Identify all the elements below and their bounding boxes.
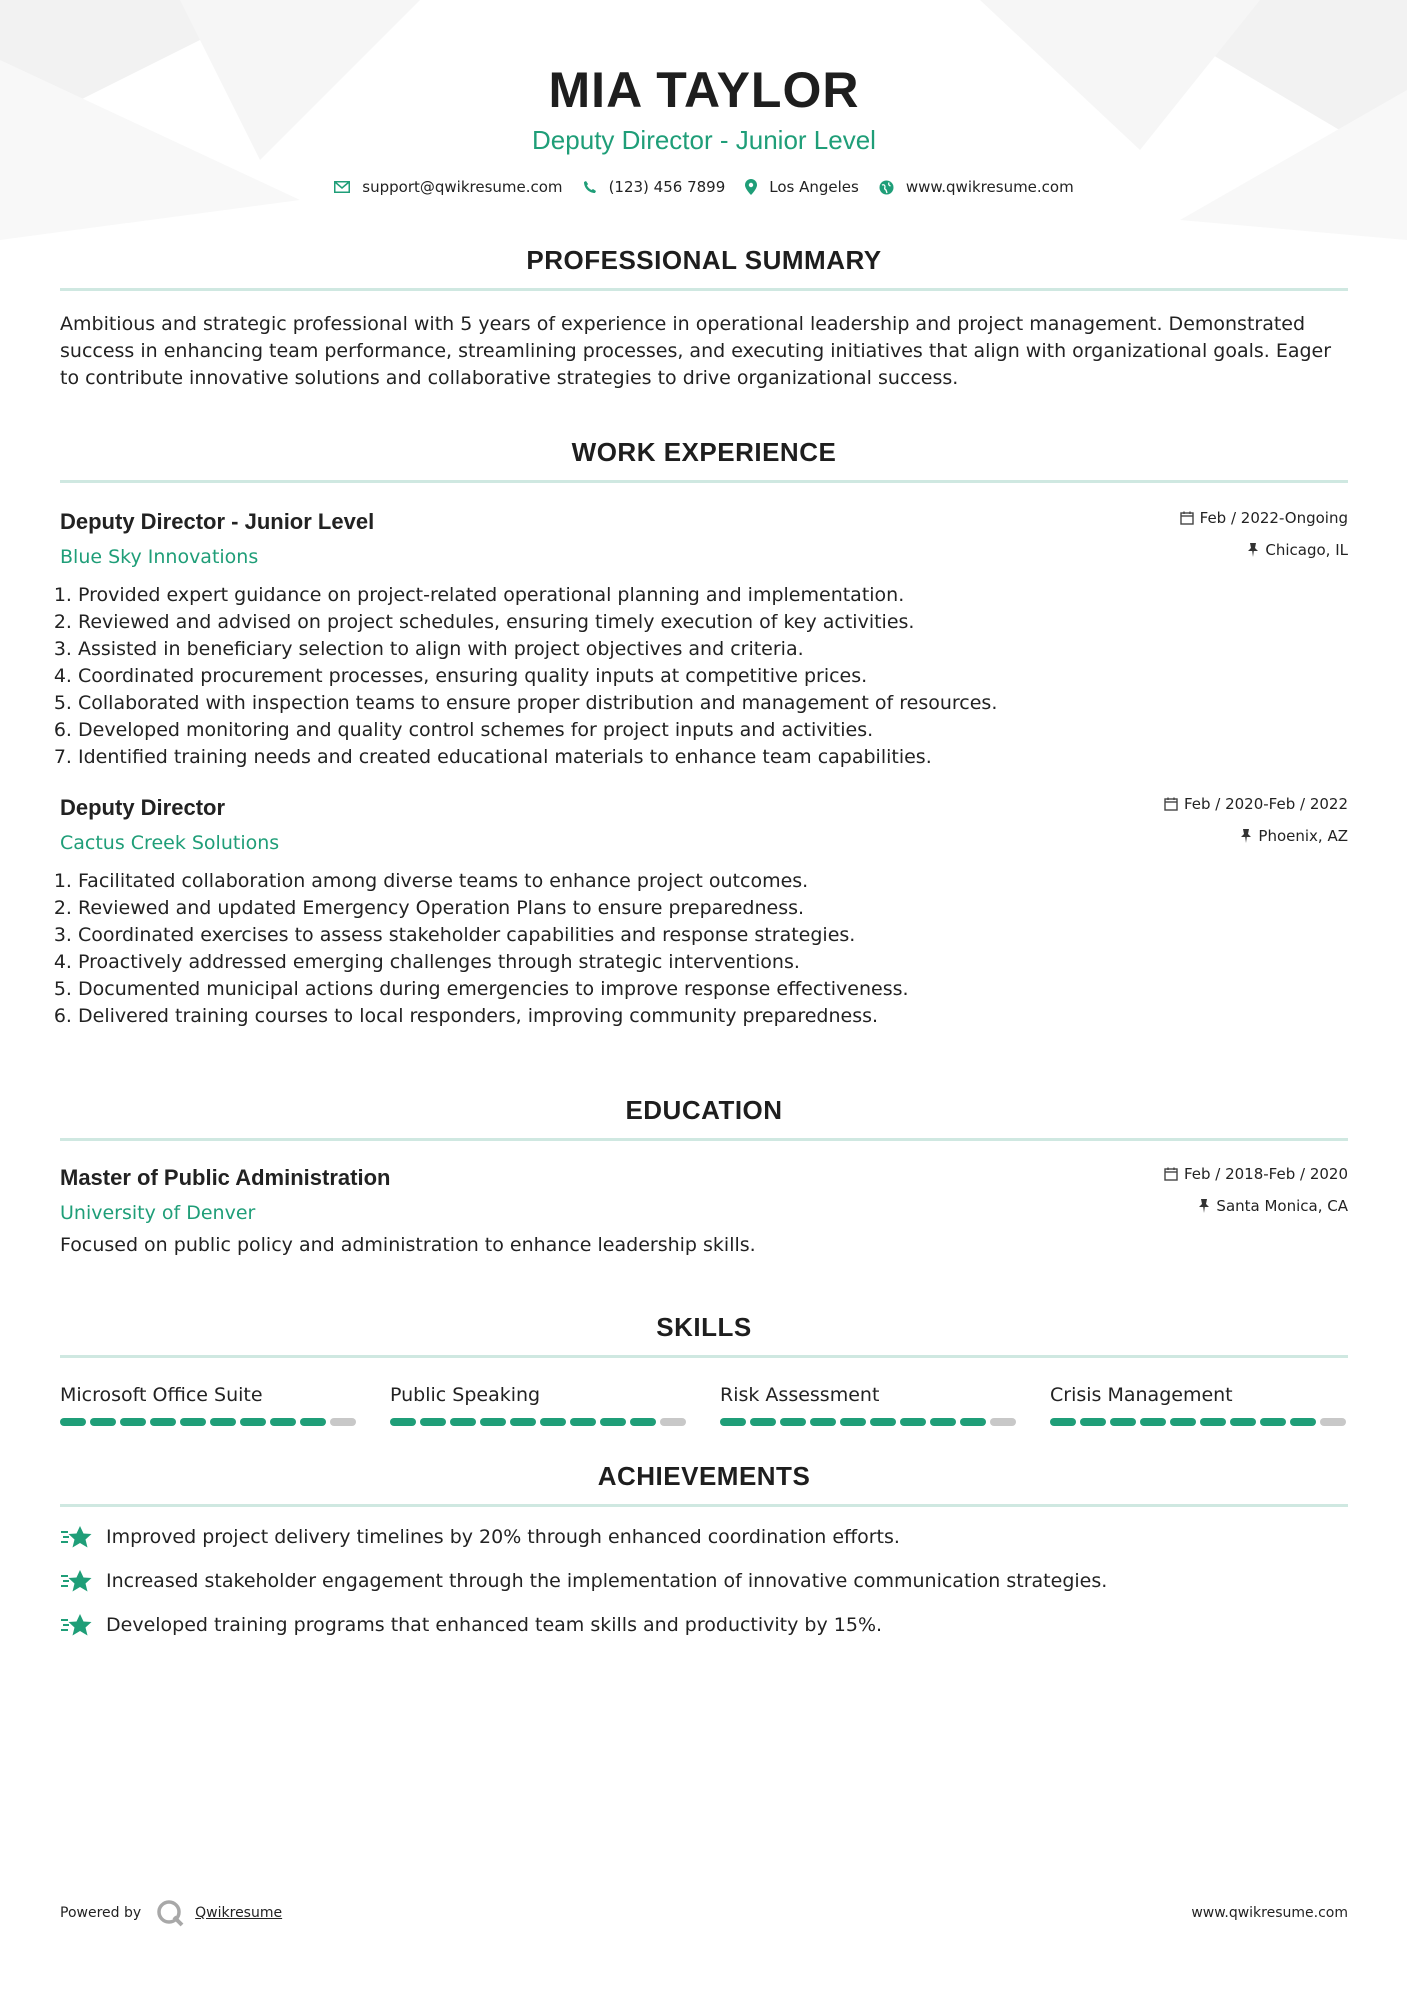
degree: Master of Public Administration	[60, 1165, 391, 1190]
candidate-title: Deputy Director - Junior Level	[532, 125, 876, 155]
achievement-item	[60, 1611, 1348, 1639]
contact-website[interactable]	[879, 178, 1074, 196]
rating-dot-filled	[1230, 1418, 1256, 1426]
skill-item	[60, 1382, 358, 1426]
skills-section	[60, 1311, 1348, 1426]
skill-name: Crisis Management	[1050, 1384, 1233, 1406]
email-text: support@qwikresume.com	[362, 178, 563, 196]
school: University of Denver	[60, 1202, 256, 1224]
job-bullets	[60, 868, 1348, 1030]
rating-dot-filled	[750, 1418, 776, 1426]
resume-page	[60, 0, 1348, 1639]
rating-dot-filled	[900, 1418, 926, 1426]
rating-dot-filled	[450, 1418, 476, 1426]
powered-by-label: Powered by	[60, 1905, 142, 1921]
skill-name: Risk Assessment	[720, 1384, 880, 1406]
rating-dot-filled	[540, 1418, 566, 1426]
rating-dot-empty	[660, 1418, 686, 1426]
rating-dot-filled	[1140, 1418, 1166, 1426]
list-item: 5. Collaborated with inspection teams to ensure proper distribution and management of resources.	[78, 690, 1348, 717]
globe-icon	[879, 180, 894, 195]
section-heading: ACHIEVEMENTS	[597, 1461, 811, 1491]
envelope-icon	[334, 181, 350, 193]
rating-dot-filled	[600, 1418, 626, 1426]
phone-text: (123) 456 7899	[608, 178, 726, 196]
job-dates: Feb / 2022-Ongoing	[1199, 509, 1348, 527]
candidate-name: MIA TAYLOR	[548, 62, 860, 118]
list-item: 7. Identified training needs and created educational materials to enhance team capabilities.	[78, 744, 1348, 771]
rating-dot-filled	[1080, 1418, 1106, 1426]
powered-by	[60, 1898, 282, 1928]
list-item: 4. Proactively addressed emerging challenges through strategic interventions.	[78, 949, 1348, 976]
rating-dot-filled	[300, 1418, 326, 1426]
experience-section	[60, 436, 1348, 1030]
section-divider	[60, 288, 1348, 291]
rating-dot-filled	[150, 1418, 176, 1426]
contact-phone[interactable]	[583, 178, 726, 196]
calendar-icon	[1164, 797, 1178, 811]
rating-dot-filled	[930, 1418, 956, 1426]
rating-dot-filled	[810, 1418, 836, 1426]
education-description: Focused on public policy and administration to enhance leadership skills.	[60, 1234, 756, 1256]
calendar-icon	[1180, 511, 1194, 525]
star-icon	[60, 1524, 94, 1550]
section-heading: EDUCATION	[625, 1095, 783, 1125]
education-section	[60, 1094, 1348, 1259]
rating-dot-filled	[90, 1418, 116, 1426]
list-item: 2. Reviewed and updated Emergency Operation Plans to ensure preparedness.	[78, 895, 1348, 922]
phone-icon	[583, 180, 597, 194]
pin-icon	[1240, 829, 1252, 843]
rating-dot-filled	[240, 1418, 266, 1426]
location-text: Los Angeles	[769, 178, 859, 196]
job-company: Blue Sky Innovations	[60, 546, 259, 568]
list-item: 5. Documented municipal actions during emergencies to improve response effectiveness.	[78, 976, 1348, 1003]
contact-email[interactable]	[334, 178, 562, 196]
skill-rating	[1050, 1418, 1348, 1426]
list-item: 3. Assisted in beneficiary selection to align with project objectives and criteria.	[78, 636, 1348, 663]
rating-dot-filled	[1050, 1418, 1076, 1426]
rating-dot-filled	[870, 1418, 896, 1426]
page-footer	[60, 1898, 1348, 1928]
rating-dot-empty	[330, 1418, 356, 1426]
footer-website[interactable]: www.qwikresume.com	[1191, 1905, 1348, 1921]
achievement-text: Improved project delivery timelines by 20% through enhanced coordination efforts.	[106, 1526, 900, 1548]
rating-dot-filled	[1200, 1418, 1226, 1426]
qwikresume-logo-icon	[155, 1898, 185, 1928]
pin-icon	[1247, 543, 1259, 557]
rating-dot-filled	[630, 1418, 656, 1426]
summary-text: Ambitious and strategic professional with 5 years of experience in operational leadership and project management. Demonstrated success in enhancing team performance, streamlining processes, and executing initiatives that align with organizational goals. Eager to contribute innovative solutions and collaborative strategies to drive organizational success.	[60, 313, 1332, 389]
resume-header	[60, 0, 1348, 196]
section-heading: WORK EXPERIENCE	[571, 437, 837, 467]
job-entry	[60, 507, 1348, 771]
website-text: www.qwikresume.com	[905, 178, 1074, 196]
skill-item	[720, 1382, 1018, 1426]
star-icon	[60, 1612, 94, 1638]
skill-name: Microsoft Office Suite	[60, 1384, 263, 1406]
education-dates: Feb / 2018-Feb / 2020	[1183, 1165, 1348, 1183]
rating-dot-filled	[960, 1418, 986, 1426]
job-role: Deputy Director	[60, 795, 226, 820]
rating-dot-filled	[840, 1418, 866, 1426]
skills-list	[60, 1382, 1348, 1426]
section-heading: SKILLS	[656, 1312, 752, 1342]
list-item: 4. Coordinated procurement processes, ensuring quality inputs at competitive prices.	[78, 663, 1348, 690]
section-divider	[60, 1355, 1348, 1358]
map-pin-icon	[745, 179, 757, 195]
skill-name: Public Speaking	[390, 1384, 541, 1406]
achievement-item	[60, 1523, 1348, 1551]
rating-dot-filled	[120, 1418, 146, 1426]
skill-item	[1050, 1382, 1348, 1426]
job-bullets	[60, 582, 1348, 771]
qwikresume-link[interactable]: Qwikresume	[195, 1905, 283, 1921]
rating-dot-filled	[210, 1418, 236, 1426]
job-location: Chicago, IL	[1265, 541, 1348, 559]
job-company: Cactus Creek Solutions	[60, 832, 280, 854]
list-item: 3. Coordinated exercises to assess stakeholder capabilities and response strategies.	[78, 922, 1348, 949]
job-dates: Feb / 2020-Feb / 2022	[1183, 795, 1348, 813]
list-item: 6. Developed monitoring and quality control schemes for project inputs and activities.	[78, 717, 1348, 744]
list-item: 1. Facilitated collaboration among diverse teams to enhance project outcomes.	[78, 868, 1348, 895]
section-heading: PROFESSIONAL SUMMARY	[526, 245, 882, 275]
rating-dot-filled	[510, 1418, 536, 1426]
rating-dot-filled	[570, 1418, 596, 1426]
skill-rating	[390, 1418, 688, 1426]
job-location: Phoenix, AZ	[1258, 827, 1348, 845]
rating-dot-empty	[1320, 1418, 1346, 1426]
section-divider	[60, 1138, 1348, 1141]
achievement-text: Increased stakeholder engagement through the implementation of innovative communication strategies.	[106, 1570, 1108, 1592]
skill-item	[390, 1382, 688, 1426]
rating-dot-filled	[270, 1418, 296, 1426]
skill-rating	[60, 1418, 358, 1426]
star-icon	[60, 1568, 94, 1594]
rating-dot-filled	[1290, 1418, 1316, 1426]
section-divider	[60, 1504, 1348, 1507]
achievement-text: Developed training programs that enhanced team skills and productivity by 15%.	[106, 1614, 883, 1636]
rating-dot-filled	[420, 1418, 446, 1426]
skill-rating	[720, 1418, 1018, 1426]
rating-dot-filled	[780, 1418, 806, 1426]
contact-location	[745, 178, 859, 196]
job-role: Deputy Director - Junior Level	[60, 509, 375, 534]
pin-icon	[1198, 1199, 1210, 1213]
section-divider	[60, 480, 1348, 483]
achievement-item	[60, 1567, 1348, 1595]
rating-dot-filled	[1170, 1418, 1196, 1426]
list-item: 1. Provided expert guidance on project-related operational planning and implementation.	[78, 582, 1348, 609]
rating-dot-filled	[180, 1418, 206, 1426]
rating-dot-filled	[1110, 1418, 1136, 1426]
rating-dot-filled	[720, 1418, 746, 1426]
rating-dot-filled	[60, 1418, 86, 1426]
rating-dot-empty	[990, 1418, 1016, 1426]
calendar-icon	[1164, 1167, 1178, 1181]
education-location: Santa Monica, CA	[1216, 1197, 1348, 1215]
summary-section	[60, 244, 1348, 392]
list-item: 6. Delivered training courses to local responders, improving community preparedness.	[78, 1003, 1348, 1030]
rating-dot-filled	[480, 1418, 506, 1426]
education-entry	[60, 1163, 1348, 1259]
rating-dot-filled	[390, 1418, 416, 1426]
list-item: 2. Reviewed and advised on project schedules, ensuring timely execution of key activities.	[78, 609, 1348, 636]
job-entry	[60, 793, 1348, 1030]
achievements-section	[60, 1460, 1348, 1639]
contact-bar	[60, 178, 1348, 196]
rating-dot-filled	[1260, 1418, 1286, 1426]
